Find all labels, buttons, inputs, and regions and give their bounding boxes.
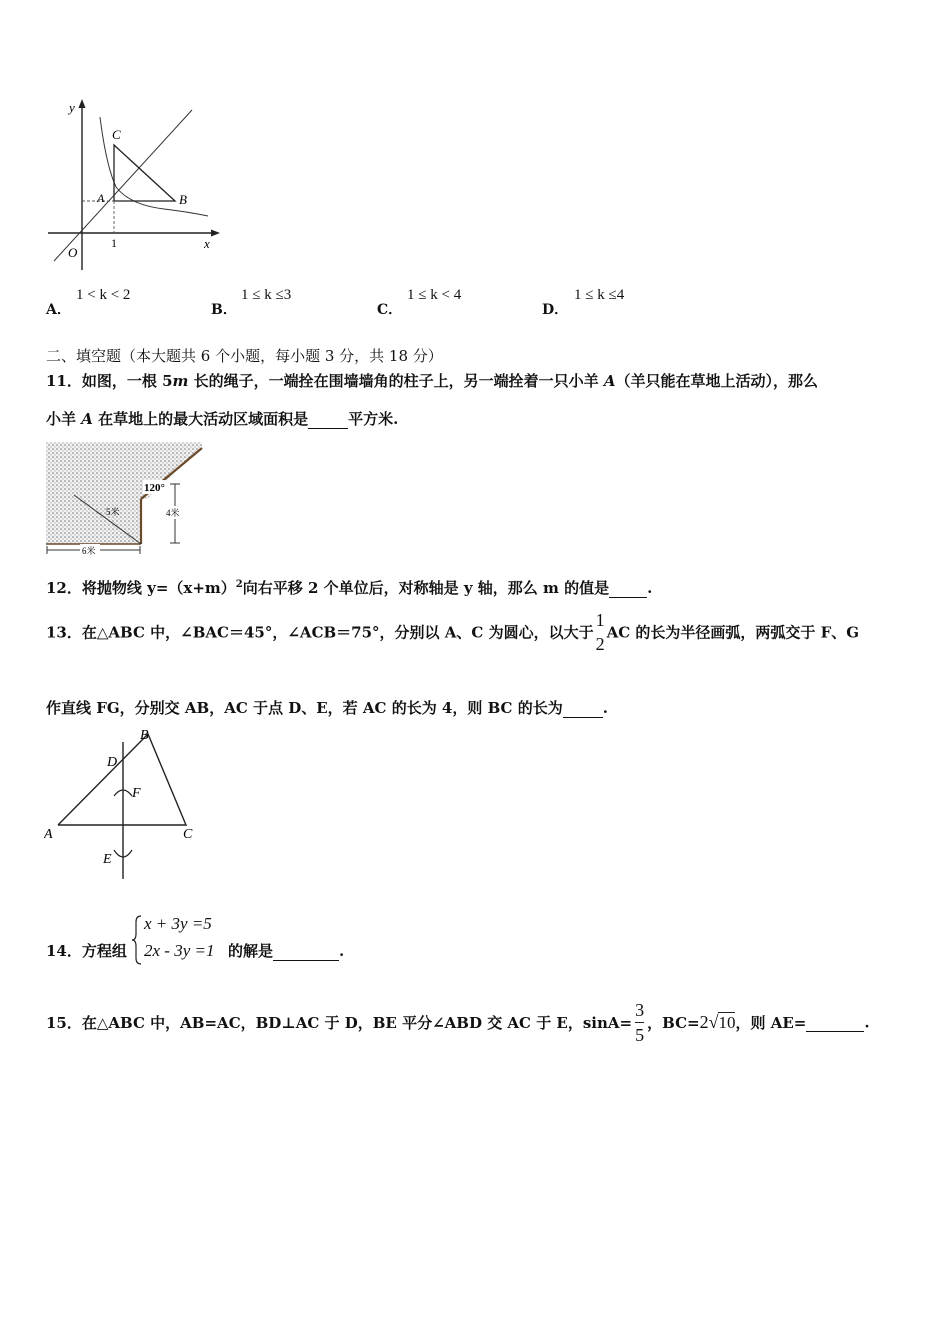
q11-line1 xyxy=(46,370,818,391)
q12-end: . xyxy=(647,579,653,597)
q15-text-a: 15．在△ABC 中，AB=AC，BD⊥AC 于 D，BE 平分∠ABD 交 AC 于 E，sinA= xyxy=(46,1014,633,1032)
q13-figure xyxy=(44,722,204,882)
label-a: A xyxy=(97,191,105,205)
q13-line1-b: AC 的长为半径画弧，两弧交于 F、G xyxy=(606,623,860,642)
triangle-abc-q13 xyxy=(58,734,186,825)
q11-angle-label: 120° xyxy=(144,482,165,494)
option-c[interactable] xyxy=(377,285,527,319)
q15-text-b: ，BC= xyxy=(647,1014,700,1032)
q12-exponent: 2 xyxy=(235,579,243,590)
q14-line xyxy=(46,940,127,961)
label-x: x xyxy=(204,236,210,251)
q11-figure xyxy=(44,440,204,557)
q11-number: 11． xyxy=(46,372,82,390)
q13-label-d: D xyxy=(107,755,118,770)
q15-bc-coef: 2 xyxy=(699,1012,709,1032)
q12-text-b: 向右平移 2 个单位后，对称轴是 y 轴，那么 m 的值是 xyxy=(242,579,610,597)
q13-label-a: A xyxy=(44,827,53,842)
q13-frac-den: 2 xyxy=(595,634,605,654)
grass-area xyxy=(46,442,202,544)
option-a[interactable] xyxy=(46,285,196,319)
label-origin: O xyxy=(68,245,78,260)
q15-line xyxy=(46,998,870,1058)
label-b: B xyxy=(179,192,187,207)
q14-answer-blank[interactable] xyxy=(273,942,339,961)
q13-label-b: B xyxy=(140,728,149,743)
section-title: 二、填空题（本大题共 6 个小题，每小题 3 分，共 18 分） xyxy=(46,347,443,365)
q13-label-c: C xyxy=(183,827,193,842)
q15-answer-blank[interactable] xyxy=(806,1013,864,1032)
q15-sqrt-sign: √ xyxy=(708,1012,719,1032)
q13-frac-num: 1 xyxy=(595,610,605,630)
line-y-equals-x xyxy=(54,110,192,261)
q13-answer-blank[interactable] xyxy=(563,699,603,718)
q11-answer-blank[interactable] xyxy=(308,410,348,429)
option-b[interactable] xyxy=(211,285,361,319)
q14-suffix: 的解是 xyxy=(228,942,274,960)
q11-line1-b: 长的绳子，一端拴在围墙墙角的柱子上，另一端拴着一只小羊 xyxy=(188,372,604,390)
coordinate-figure xyxy=(44,95,224,275)
q11-line2-b: 在草地上的最大活动区域面积是 xyxy=(92,410,309,428)
option-d[interactable] xyxy=(542,285,692,319)
q13-line2-text: 作直线 FG，分别交 AB，AC 于点 D、E，若 AC 的长为 4，则 BC 的长为 xyxy=(46,699,563,717)
q13-end: . xyxy=(602,699,608,717)
triangle-abc xyxy=(114,145,175,201)
option-d-letter: D． xyxy=(542,302,569,318)
option-d-text: 1 ≤ k ≤4 xyxy=(574,287,625,303)
q14-eq1: x + 3y =5 xyxy=(144,914,212,933)
q15-fraction xyxy=(635,998,644,1047)
q14-suffix-line xyxy=(228,940,344,961)
q14-prefix: 14．方程组 xyxy=(46,942,127,960)
q15-frac-den: 5 xyxy=(635,1022,644,1047)
q12-answer-blank[interactable] xyxy=(609,579,647,598)
q13-fraction xyxy=(596,608,605,656)
q15-bc-radicand: 10 xyxy=(718,1012,736,1032)
option-b-text: 1 ≤ k ≤3 xyxy=(241,287,292,303)
label-y: y xyxy=(69,100,75,115)
q11-line2-c: 平方米. xyxy=(348,410,399,428)
q11-point-a: A xyxy=(603,372,616,390)
option-a-text: 1 < k < 2 xyxy=(76,287,131,303)
q11-line2-a: 小羊 xyxy=(46,410,82,428)
q13-label-f: F xyxy=(132,786,141,801)
q11-len-5: 5米 xyxy=(106,507,120,517)
q11-point-a-2: A xyxy=(81,410,93,428)
q13-line1 xyxy=(46,608,859,662)
q13-label-e: E xyxy=(103,852,112,867)
q11-len-4: 4米 xyxy=(166,508,180,518)
q12-line xyxy=(46,577,652,598)
q11-len-6: 6米 xyxy=(82,546,96,556)
q15-end: . xyxy=(864,1013,870,1032)
x-axis-arrow xyxy=(211,230,220,237)
q11-unit-m: m xyxy=(172,372,189,390)
q11-line1-a: 如图，一根 5 xyxy=(81,372,173,390)
q15-frac-num: 3 xyxy=(635,1000,645,1020)
q13-line1-a: 13．在△ABC 中，∠BAC＝45°，∠ACB＝75°，分别以 A、C 为圆心，以大于 xyxy=(46,623,594,642)
option-b-letter: B． xyxy=(211,302,237,318)
q11-line2 xyxy=(46,408,398,429)
option-c-text: 1 ≤ k < 4 xyxy=(407,287,462,303)
q14-brace xyxy=(131,914,143,966)
q12-text-a: 12．将抛物线 y=（x+m） xyxy=(46,579,236,597)
q11-line1-c: （羊只能在草地上活动），那么 xyxy=(615,372,819,390)
q13-line2 xyxy=(46,697,608,718)
label-c: C xyxy=(112,127,121,142)
option-c-letter: C． xyxy=(377,302,403,318)
label-one: 1 xyxy=(111,236,117,250)
y-axis-arrow xyxy=(79,99,86,108)
q15-text-c: ，则 AE= xyxy=(735,1014,807,1032)
q14-eq2: 2x - 3y =1 xyxy=(144,941,215,960)
q14-end: . xyxy=(339,942,345,960)
option-a-letter: A． xyxy=(46,302,71,318)
